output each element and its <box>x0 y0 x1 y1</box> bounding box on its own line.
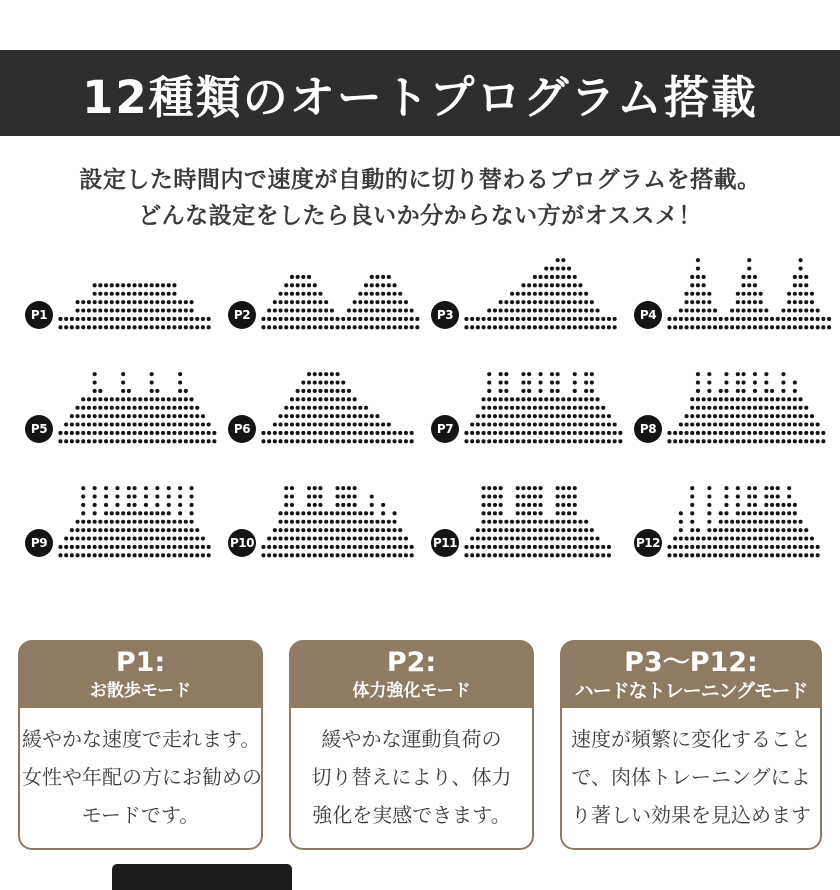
program-dot-matrix-p5 <box>58 367 217 444</box>
program-badge-p4: P4 <box>634 301 662 329</box>
mode-card-p3-p12 <box>560 640 822 850</box>
next-section-banner-partial <box>112 864 292 890</box>
program-dot-matrix-p4 <box>667 253 832 330</box>
program-dot-matrix-p9 <box>58 481 212 558</box>
program-cell-p2 <box>228 250 431 330</box>
body-line: り著しい効果を見込めます <box>571 803 811 827</box>
body-line: 女性や年配の方にお勧めの <box>22 765 262 789</box>
program-badge-p10: P10 <box>228 529 256 557</box>
program-cell-p3 <box>431 250 634 330</box>
mode-card-p1 <box>18 640 263 850</box>
mode-card-p3-p12-title: P3〜P12: <box>624 647 758 678</box>
program-badge-p5: P5 <box>25 415 53 443</box>
intro-line-2: どんな設定をしたら良いか分からない方がオススメ！ <box>138 203 702 229</box>
mode-cards <box>18 640 822 850</box>
program-dot-matrix-p3 <box>464 253 618 330</box>
mode-card-p1-title: P1: <box>115 647 166 678</box>
program-dot-matrix-p10 <box>261 481 415 558</box>
mode-card-p3-p12-header <box>560 640 822 708</box>
body-line: 緩やかな運動負荷の <box>321 727 502 751</box>
body-line: モードです。 <box>81 803 200 827</box>
mode-card-p2-body <box>289 708 534 850</box>
program-cell-p4 <box>634 250 837 330</box>
program-dot-matrix-p2 <box>261 253 420 330</box>
program-badge-p9: P9 <box>25 529 53 557</box>
program-cell-p6 <box>228 364 431 444</box>
program-badge-p1: P1 <box>25 301 53 329</box>
program-cell-p9 <box>25 478 228 558</box>
program-dot-matrix-p12 <box>667 481 821 558</box>
program-badge-p2: P2 <box>228 301 256 329</box>
mode-card-p2 <box>289 640 534 850</box>
body-line: 強化を実感できます。 <box>312 803 511 827</box>
mode-card-p2-header <box>289 640 534 708</box>
mode-card-p1-body <box>18 708 263 850</box>
mode-card-p3-p12-subtitle: ハードなトレーニングモード <box>574 680 808 702</box>
program-dot-matrix-p1 <box>58 253 212 330</box>
program-badge-p12: P12 <box>634 529 662 557</box>
mode-card-p2-title: P2: <box>386 647 437 678</box>
section-title: 12種類のオートプログラム搭載 <box>82 70 758 124</box>
program-badge-p3: P3 <box>431 301 459 329</box>
program-dot-matrix-p8 <box>667 367 826 444</box>
program-dot-matrix-p6 <box>261 367 415 444</box>
mode-card-p2-subtitle: 体力強化モード <box>352 681 471 701</box>
program-cell-p12 <box>634 478 837 558</box>
program-badge-p11: P11 <box>431 529 459 557</box>
program-cell-p11 <box>431 478 634 558</box>
section-title-banner <box>0 50 840 136</box>
mode-card-p1-subtitle: お散歩モード <box>89 681 192 701</box>
intro-text <box>0 162 840 234</box>
body-line: 速度が頻繁に変化すること <box>571 727 811 751</box>
program-badge-p6: P6 <box>228 415 256 443</box>
program-cell-p8 <box>634 364 837 444</box>
body-line: で、肉体トレーニングによ <box>571 765 811 789</box>
program-dot-matrix-p11 <box>464 481 612 558</box>
program-dot-matrix-p7 <box>464 367 623 444</box>
body-line: 緩やかな速度で走れます。 <box>22 727 261 751</box>
program-cell-p1 <box>25 250 228 330</box>
programs-grid <box>25 250 840 558</box>
body-line: 切り替えにより、体力 <box>311 765 512 789</box>
mode-card-p1-header <box>18 640 263 708</box>
program-cell-p10 <box>228 478 431 558</box>
program-badge-p7: P7 <box>431 415 459 443</box>
program-cell-p7 <box>431 364 634 444</box>
intro-line-1: 設定した時間内で速度が自動的に切り替わるプログラムを搭載。 <box>79 167 761 193</box>
mode-card-p3-p12-body <box>560 708 822 850</box>
program-cell-p5 <box>25 364 228 444</box>
program-badge-p8: P8 <box>634 415 662 443</box>
